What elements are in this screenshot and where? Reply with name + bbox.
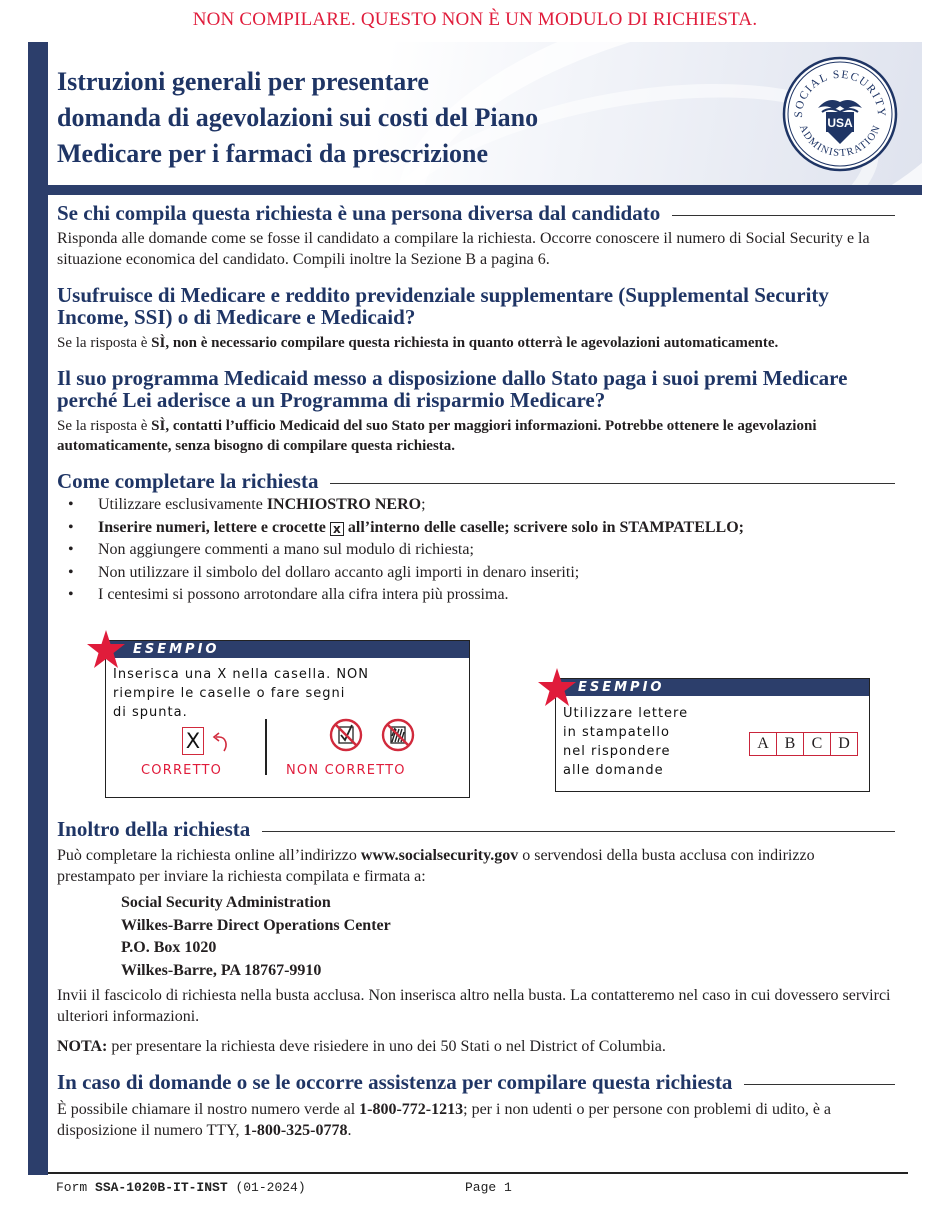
website-link[interactable]: www.socialsecurity.gov [360,847,519,864]
header-rule [48,185,922,195]
no-fill-box-icon [381,718,415,752]
section-envelope-note [57,985,895,1057]
example-label: ESEMPIO [106,641,469,658]
star-icon [84,628,128,672]
example-box-letters [555,678,870,792]
ssa-seal-logo [782,56,898,172]
section-body: Invii il fascicolo di richiesta nella busta acclusa. Non inserisca altro nella busta. La contatteremo nel caso in cui dovessero servirci ulteriori informazioni. [57,987,891,1025]
list-item: • Utilizzare esclusivamente INCHIOSTRO NERO; [57,494,895,517]
correct-label: CORRETTO [141,763,223,778]
star-icon [535,666,579,710]
section-medicaid [57,367,895,456]
svg-text:SOCIAL SECURITY: SOCIAL SECURITY [792,68,888,119]
checkbox-x-icon: x [330,522,344,536]
letter-box: D [830,733,857,755]
example-text: Utilizzare lettere in stampatello nel rispondere alle domande [563,706,689,778]
letter-box: A [757,735,769,752]
section-how-to-complete [57,470,895,607]
list-item: • Non aggiungere commenti a mano sul modulo di richiesta; [57,539,895,562]
incorrect-label: NON CORRETTO [286,763,406,778]
section-submitting [57,818,895,887]
section-body: Risponda alle domande come se fosse il candidato a compilare la richiesta. Occorre conoscere il numero di Social Security e la situazione economica del candidato. Compili inoltre la Sezione B a pagina 6. [57,230,870,268]
form-number: Form SSA-1020B-IT-INST (01-2024) [56,1180,306,1195]
mailing-address: Social Security Administration Wilkes-Barre Direct Operations Center P.O. Box 1020 Wilkes-Barre, PA 18767-9910 [121,894,391,979]
page-number: Page 1 [465,1180,512,1195]
section-medicare-ssi [57,284,895,353]
footer-rule [48,1172,908,1174]
section-help [57,1071,895,1141]
list-item: • I centesimi si possono arrotondare alla cifra intera più prossima. [57,584,895,607]
letter-boxes [749,732,858,756]
residency-note: NOTA: per presentare la richiesta deve risiedere in uno dei 50 Stati o nel District of Columbia. [57,1038,666,1055]
section-body: È possibile chiamare il nostro numero verde al 1-800-772-1213; per i non udenti o per persone con problemi di udito, è a disposizione il numero TTY, 1-800-325-0778. [57,1101,832,1139]
correct-x-box: X [182,727,204,755]
section-body: Se la risposta è SÌ, non è necessario compilare questa richiesta in quanto otterrà le agevolazioni automaticamente. [57,335,779,351]
section-heading: Usufruisce di Medicare e reddito previdenziale supplementare (Supplemental Security Income, SSI) o di Medicare e Medicaid? [57,283,829,329]
example-box-checkmark [105,640,470,798]
section-heading: Il suo programma Medicaid messo a disposizione dallo Stato paga i suoi premi Medicare perché Lei aderisce a un Programma di risparmio Medicare? [57,366,848,412]
letter-box: B [776,733,803,755]
example-divider [265,719,267,775]
section-heading: Se chi compila questa richiesta è una persona diversa dal candidato [57,201,661,225]
svg-text:USA: USA [827,116,853,130]
curved-arrow-icon [210,731,232,753]
section-heading: In caso di domande o se le occorre assistenza per compilare questa richiesta [57,1070,733,1094]
letter-box: C [803,733,830,755]
list-item: • Non utilizzare il simbolo del dollaro accanto agli importi in denaro inseriti; [57,562,895,585]
example-label: ESEMPIO [556,679,869,696]
toll-free-number: 1-800-772-1213 [359,1101,464,1118]
example-text: Inserisca una X nella casella. NON riempire le caselle o fare segni di spunta. [113,667,370,720]
tty-number: 1-800-325-0778 [243,1122,348,1139]
left-accent-bar [28,42,48,1175]
section-other-person [57,202,895,270]
no-checkmark-icon [329,718,363,752]
section-heading: Inoltro della richiesta [57,817,251,841]
section-body: Può completare la richiesta online all’indirizzo www.socialsecurity.gov o servendosi della busta acclusa con indirizzo prestampato per inviare la richiesta compilata e firmata a: [57,847,815,885]
section-body: Se la risposta è SÌ, contatti l’ufficio Medicaid del suo Stato per maggiori informazioni. Potrebbe ottenere le agevolazioni automaticamente, senza bisogno di compilare questa richiesta. [57,418,817,454]
section-heading: Come completare la richiesta [57,469,319,493]
page-title: Istruzioni generali per presentare domanda di agevolazioni sui costi del Piano Medicare per i farmaci da prescrizione [57,67,539,168]
instructions-list [57,494,895,607]
list-item: • Inserire numeri, lettere e crocette x all’interno delle caselle; scrivere solo in STAMPATELLO; [57,517,895,540]
do-not-fill-notice: NON COMPILARE. QUESTO NON È UN MODULO DI RICHIESTA. [192,9,758,30]
svg-text:ADMINISTRATION: ADMINISTRATION [796,123,884,160]
